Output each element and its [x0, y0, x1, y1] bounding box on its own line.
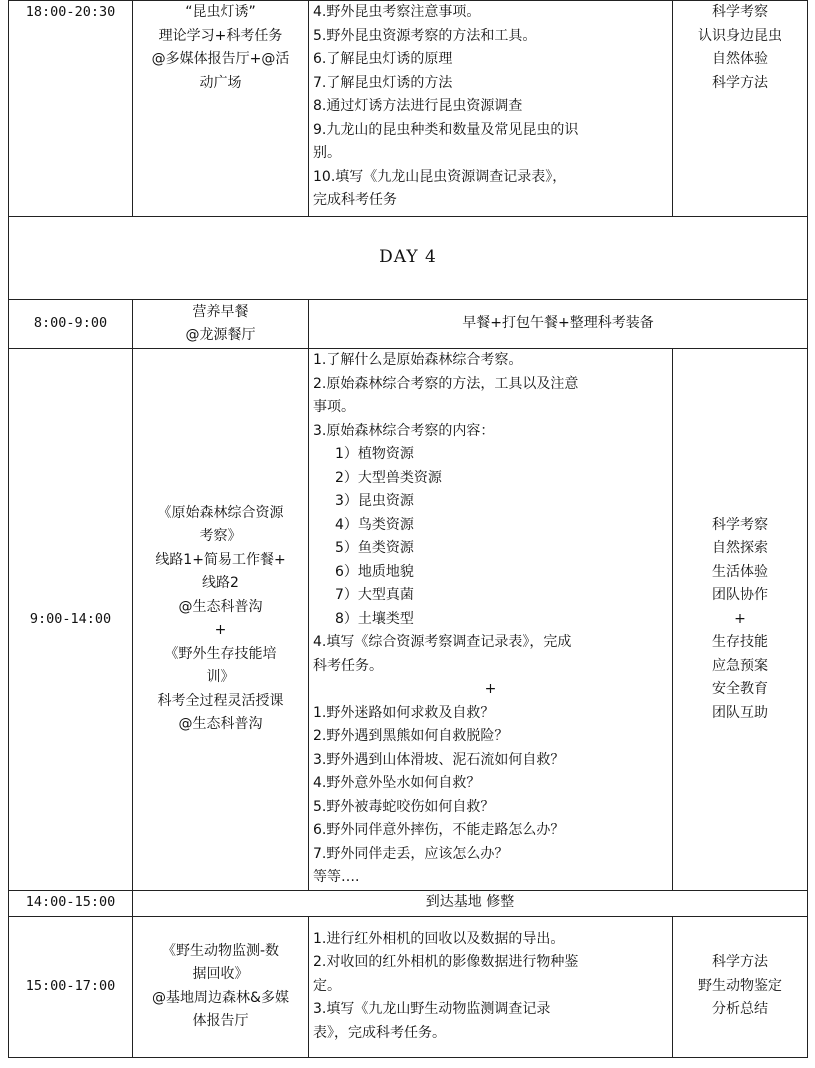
detail-line: 表》，完成科考任务。: [313, 1024, 446, 1041]
table-row: [9, 916, 808, 1057]
detail-line: 4.填写《综合资源考察调查记录表》，完成: [313, 634, 572, 650]
sub-item: 7）大型真菌: [335, 587, 414, 603]
activity-line: 科考全过程灵活授课: [157, 692, 284, 709]
tag-line: 野生动物鉴定: [698, 977, 782, 994]
details-cell: [309, 349, 673, 891]
tag-line: 团队协作: [712, 587, 768, 603]
detail-line: 5.野外昆虫资源考察的方法和工具。: [313, 27, 537, 44]
detail-line: 6.了解昆虫灯诱的原理: [313, 51, 453, 67]
detail-line: 4.野外意外坠水如何自救？: [313, 775, 481, 791]
sub-item: 1）植物资源: [335, 446, 414, 462]
detail-line: 10.填写《九龙山昆虫资源调查记录表》，: [313, 168, 567, 185]
detail-line: 1.进行红外相机的回收以及数据的导出。: [313, 930, 565, 947]
activity-cell: [133, 916, 309, 1057]
activity-line: 营养早餐: [192, 303, 249, 320]
tag-line: +: [734, 610, 746, 627]
detail-line: 完成科考任务: [313, 192, 397, 208]
activity-line: +: [214, 622, 227, 639]
detail-line: 等等….: [313, 869, 360, 885]
activity-line: @生态科普沟: [178, 598, 263, 615]
details-cell: [309, 1, 673, 217]
sub-item: 6）地质地貌: [335, 563, 414, 580]
sub-item: 8）土壤类型: [335, 610, 414, 627]
tag-line: 科学方法: [712, 954, 768, 971]
activity-line: 据回收》: [192, 966, 249, 982]
activity-line: @基地周边森林&多媒: [152, 989, 289, 1006]
table-row: [9, 300, 808, 349]
tag-line: 团队互助: [712, 704, 768, 721]
detail-line: 7.了解昆虫灯诱的方法: [313, 74, 453, 91]
time-cell: 9:00-14:00: [9, 349, 133, 891]
table-row: [9, 1, 808, 217]
time-cell: 15:00-17:00: [9, 916, 133, 1057]
detail-line: 别。: [313, 145, 341, 161]
time-cell: 18:00-20:30: [9, 1, 133, 217]
sub-item: 3）昆虫资源: [335, 493, 414, 509]
details-cell: 早餐+打包午餐+整理科考装备: [309, 300, 808, 349]
tag-line: 生活体验: [712, 563, 768, 580]
activity-line: 《原始森林综合资源: [157, 504, 284, 521]
detail-line: 7.野外同伴走丢，应该怎么办？: [313, 845, 509, 862]
activity-line: @多媒体报告厅+@活: [151, 51, 290, 67]
activity-line: 《野生动物监测-数: [161, 942, 280, 959]
detail-line: 8.通过灯诱方法进行昆虫资源调查: [313, 98, 523, 114]
schedule-table: [8, 0, 808, 1058]
activity-line: 理论学习+科考任务: [158, 27, 283, 44]
activity-line: 线路2: [202, 575, 239, 592]
detail-line: 3.野外遇到山体滑坡、泥石流如何自救？: [313, 751, 565, 768]
activity-line: 线路1+简易工作餐+: [155, 551, 286, 568]
activity-cell: [133, 300, 309, 349]
tag-line: 科学考察: [712, 4, 768, 20]
tag-line: 安全教育: [712, 681, 768, 697]
activity-line: 《野外生存技能培: [164, 645, 277, 662]
activity-line: @龙源餐厅: [185, 327, 256, 343]
activity-cell: [133, 349, 309, 891]
time-cell: 14:00-15:00: [9, 890, 133, 916]
time-cell: 8:00-9:00: [9, 300, 133, 349]
tags-cell: [673, 349, 808, 891]
detail-line: 5.野外被毒蛇咬伤如何自救？: [313, 798, 495, 815]
detail-line: 3.原始森林综合考察的内容：: [313, 422, 495, 439]
activity-line: 训》: [206, 669, 235, 686]
activity-line: 动广场: [199, 74, 242, 91]
activity-line: “昆虫灯诱”: [185, 4, 256, 20]
tag-line: 分析总结: [712, 1001, 768, 1018]
detail-line: 1.野外迷路如何求救及自救？: [313, 704, 495, 721]
tags-cell: [673, 1, 808, 217]
tag-line: 生存技能: [712, 634, 768, 650]
tag-line: 科学考察: [712, 516, 768, 533]
detail-line: 3.填写《九龙山野生动物监测调查记录: [313, 1001, 551, 1018]
sub-item: 2）大型兽类资源: [335, 469, 442, 486]
tags-cell: [673, 916, 808, 1057]
tag-line: 自然探索: [712, 540, 768, 556]
sub-item: 5）鱼类资源: [335, 540, 414, 556]
detail-line: 2.对收回的红外相机的影像数据进行物种鉴: [313, 954, 579, 971]
tag-line: 自然体验: [712, 51, 768, 67]
activity-line: 体报告厅: [192, 1013, 249, 1029]
detail-line: 6.野外同伴意外摔伤，不能走路怎么办？: [313, 822, 565, 838]
activity-cell: [133, 1, 309, 217]
detail-line: 4.野外昆虫考察注意事项。: [313, 4, 481, 20]
tag-line: 科学方法: [712, 74, 768, 91]
detail-line: 科考任务。: [313, 657, 383, 674]
details-cell: [309, 916, 673, 1057]
detail-line: 2.原始森林综合考察的方法，工具以及注意: [313, 375, 579, 392]
table-row: [9, 890, 808, 916]
details-cell: 到达基地 修整: [133, 890, 808, 916]
detail-line: 定。: [313, 977, 341, 994]
detail-line: 事项。: [313, 399, 355, 415]
activity-line: 考察》: [199, 528, 242, 545]
detail-line: 2.野外遇到黑熊如何自救脱险？: [313, 728, 509, 744]
plus-separator: +: [484, 681, 497, 697]
activity-line: @生态科普沟: [178, 716, 263, 733]
sub-item: 4）鸟类资源: [335, 516, 414, 533]
day-header-row: [9, 217, 808, 300]
tag-line: 认识身边昆虫: [698, 27, 782, 44]
tag-line: 应急预案: [712, 657, 768, 674]
day-header: DAY 4: [9, 217, 808, 300]
table-row: [9, 349, 808, 891]
detail-line: 9.九龙山的昆虫种类和数量及常见昆虫的识: [313, 121, 579, 138]
detail-line: 1.了解什么是原始森林综合考察。: [313, 352, 523, 368]
